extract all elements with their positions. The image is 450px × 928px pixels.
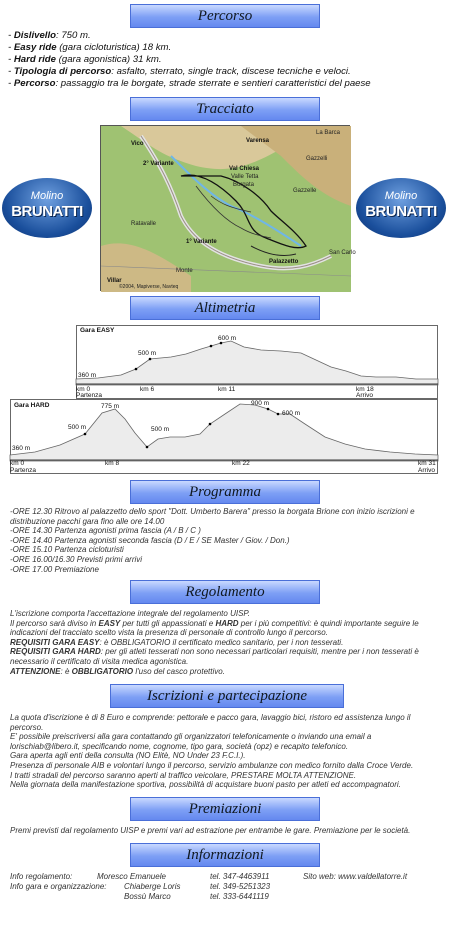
easy-tick-label: km 11 [218, 386, 236, 393]
info-gara-name-2: Bossù Marco [124, 892, 171, 901]
map-label: Villar [107, 278, 122, 284]
easy-chart-title: Gara EASY [80, 327, 115, 334]
easy-base-label: 360 m [78, 372, 97, 379]
hard-elevation-chart [10, 399, 438, 474]
easy-peak-label: 600 m [218, 335, 237, 342]
hard-tick-label: km 0 [10, 460, 25, 467]
info-regolamento-name: Moresco Emanuele [97, 872, 166, 881]
info-gara-name: Chiaberge Loris [124, 882, 181, 891]
hard-start-label: Partenza [10, 467, 37, 474]
regolamento-line [10, 647, 442, 657]
percorso-item-text: : asfalto, sterrato, single track, discese tecniche e veloci. [111, 66, 351, 77]
map-label: Gazzelle [293, 188, 317, 194]
percorso-item: - Hard ride (gara agonistica) 31 km. [8, 54, 162, 65]
regolamento-obbligatorio: OBBLIGATORIO [71, 666, 134, 676]
regolamento-attenzione: ATTENZIONE [10, 666, 61, 676]
hard-chart-title: Gara HARD [14, 402, 50, 409]
map-label: 2° Variante [143, 161, 174, 167]
programma-text [10, 507, 442, 574]
programma-line: distribuzione pacchi gara fino alle ore 14.00 [10, 516, 165, 526]
regolamento-fragment: Il percorso sarà diviso in [10, 618, 99, 628]
map-label: 1° Variante [186, 239, 217, 245]
hard-tick-label: km 8 [105, 460, 120, 467]
hard-peak-label: 775 m [101, 403, 120, 410]
regolamento-line: necessario il certificato di visita medica agonistica. [10, 656, 189, 666]
hard-peak-label: 600 m [282, 410, 301, 417]
percorso-item-label: Tipologia di percorso [13, 66, 112, 77]
map-label: Valle Tetta [231, 174, 259, 180]
logo-right [356, 178, 446, 238]
easy-end-label: Arrivo [356, 392, 373, 399]
info-regolamento-tel: tel. 347-4463911 [210, 872, 270, 881]
percorso-item-label: Easy ride [13, 42, 57, 53]
regolamento-fragment: : è OBBLIGATORIO il certificato medico sanitario, per i non tesserati. [99, 637, 344, 647]
programma-line: -ORE 14.40 Partenza agonisti seconda fascia (D / E / SE Master / Giov. / Don.) [10, 535, 290, 545]
route-map-terrain [101, 126, 351, 292]
map-label: Ratavalle [131, 221, 157, 227]
regolamento-text [10, 609, 442, 676]
info-gara-tel: tel. 349-5251323 [210, 882, 271, 891]
info-gara-label: Info gara e organizzazione: [10, 882, 107, 891]
hard-peak-label: 500 m [68, 424, 87, 431]
regolamento-fragment: l'uso del casco protettivo. [133, 666, 225, 676]
easy-elevation-chart [76, 325, 438, 399]
map-label: San Carlo [329, 250, 356, 256]
map-label: Monte [176, 268, 193, 274]
percorso-item-label: Percorso [13, 78, 56, 89]
percorso-header: Percorso [130, 4, 320, 28]
map-label: Vico [131, 141, 144, 147]
regolamento-fragment: : per gli atleti tesserati non sono necessari particolari requisiti, mentre per i non tesserati è [100, 647, 419, 657]
iscrizioni-line: lorischiab@libero.it, specificando nome, cognome, tipo gara, società (opz) e recapito telefonico. [10, 741, 349, 751]
hard-peak-label: 500 m [151, 426, 170, 433]
hard-tick-label: km 31 [418, 460, 436, 467]
premiazioni-line: Premi previsti dal regolamento UISP e premi vari ad estrazione per entrambe le gare. Premiazione per le società. [10, 826, 411, 835]
percorso-item-text: : 750 m. [56, 30, 91, 41]
altimetria-header: Altimetria [130, 296, 320, 320]
map-copyright: ©2004, Mapiverse, Navteq [119, 284, 179, 290]
route-map [100, 125, 356, 291]
regolamento-line: L'iscrizione comporta l'accettazione integrale del regolamento UISP. [10, 609, 250, 618]
regolamento-easy: EASY [98, 618, 121, 628]
hard-elevation-svg [10, 399, 438, 474]
map-label: Val Chiesa [229, 166, 260, 172]
easy-start-label: Partenza [76, 392, 103, 399]
percorso-item: - Tipologia di percorso: asfalto, sterrato, single track, discese tecniche e veloci. [8, 66, 351, 77]
percorso-item-text: (gara agonistica) 31 km. [56, 54, 162, 65]
hard-end-label: Arrivo [418, 467, 435, 474]
regolamento-req-hard: REQUISITI GARA HARD [10, 647, 101, 657]
programma-line: -ORE 17.00 Premiazione [10, 564, 99, 574]
map-label: Borgata [233, 182, 255, 188]
map-label: Varensa [246, 138, 270, 144]
percorso-item-label: Hard ride [13, 54, 56, 65]
percorso-item-label: Dislivello [13, 30, 56, 41]
regolamento-line [10, 667, 442, 677]
iscrizioni-line: Nella giornata della manifestazione sportiva, possibilità di acquistare buoni pasto per atleti ed accompagnatori. [10, 780, 401, 790]
easy-tick-label: km 18 [356, 386, 374, 393]
regolamento-line [10, 619, 442, 629]
logo-big-text: BRUNATTI [365, 203, 437, 220]
premiazioni-text [10, 826, 442, 836]
logo-small-text: Molino [30, 190, 64, 202]
iscrizioni-line: Gara aperta agli enti della consulta (NO Elitè, NO Under 23 F.C.I.). [10, 751, 246, 761]
info-gara-tel-2: tel. 333-6441119 [210, 892, 269, 901]
percorso-list [8, 30, 448, 90]
iscrizioni-header: Iscrizioni e partecipazione [110, 684, 344, 708]
info-regolamento-label: Info regolamento: [10, 872, 73, 881]
regolamento-header: Regolamento [130, 580, 320, 604]
easy-tick-label: km 6 [140, 386, 155, 393]
percorso-item-text: (gara cicloturistica) 18 km. [56, 42, 172, 53]
iscrizioni-line: percorso. [10, 722, 44, 732]
programma-line: -ORE 14.30 Partenza agonisti prima fascia (A / B / C ) [10, 526, 201, 536]
percorso-item-text: : passaggio tra le borgate, strade sterrate e sentieri caratteristici del paese [55, 78, 371, 89]
iscrizioni-text [10, 713, 442, 790]
regolamento-fragment: per tutti gli appassionati e [120, 618, 216, 628]
regolamento-fragment: : è [60, 666, 72, 676]
easy-peak-label: 500 m [138, 350, 157, 357]
hard-base-label: 360 m [12, 445, 31, 452]
iscrizioni-line: Presenza di personale AIB e volontari lungo il percorso, servizio ambulanze con medico fornito dalla Croce Verde. [10, 760, 414, 770]
regolamento-line: indicazioni del tracciato scelto vista la presenza di personale di controllo lungo il percorso. [10, 628, 328, 638]
programma-header: Programma [130, 480, 320, 504]
programma-line: -ORE 12.30 Ritrovo al palazzetto dello sport "Dott. Umberto Barera" presso la borgata Brione con inizio iscrizioni e [10, 507, 415, 516]
logo-small-text: Molino [384, 190, 418, 202]
iscrizioni-line: I tratti stradali del percorso saranno aperti al traffico veicolare, PRESTARE MOLTA ATTENZIONE. [10, 770, 357, 780]
percorso-item: - Easy ride (gara cicloturistica) 18 km. [8, 42, 172, 53]
easy-tick-label: km 0 [76, 386, 91, 393]
regolamento-req-easy: REQUISITI GARA EASY [10, 637, 100, 647]
iscrizioni-line: E' possibile preiscriversi alla gara contattando gli organizzatori telefonicamente o inviando una email a [10, 732, 372, 742]
iscrizioni-line: La quota d'iscrizione è di 8 Euro e comprende: pettorale e pacco gara, lavaggio bici, ristoro ed assistenza lungo il [10, 713, 411, 722]
premiazioni-header: Premiazioni [130, 797, 320, 821]
hard-tick-label: km 22 [232, 460, 250, 467]
percorso-item: - Dislivello: 750 m. [8, 30, 91, 41]
map-label: Gazzelli [306, 156, 328, 162]
tracciato-header: Tracciato [130, 97, 320, 121]
programma-line: -ORE 16.00/16.30 Previsti primi arrivi [10, 554, 143, 564]
map-label: Palazzetto [269, 259, 299, 265]
programma-line: -ORE 15.10 Partenza cicloturisti [10, 545, 124, 555]
percorso-item: - Percorso: passaggio tra le borgate, strade sterrate e sentieri caratteristici del paese [8, 78, 371, 89]
regolamento-hard: HARD [215, 618, 239, 628]
map-label: La Barca [316, 130, 341, 136]
hard-peak-label: 900 m [251, 400, 270, 407]
easy-elevation-svg [76, 325, 438, 399]
informazioni-header: Informazioni [130, 843, 320, 867]
logo-left [2, 178, 92, 238]
logo-big-text: BRUNATTI [11, 203, 83, 220]
regolamento-fragment: per i più competitivi: è quindi importante seguire le [238, 618, 419, 628]
regolamento-line [10, 638, 442, 648]
info-website: Sito web: www.valdellatorre.it [303, 872, 408, 881]
